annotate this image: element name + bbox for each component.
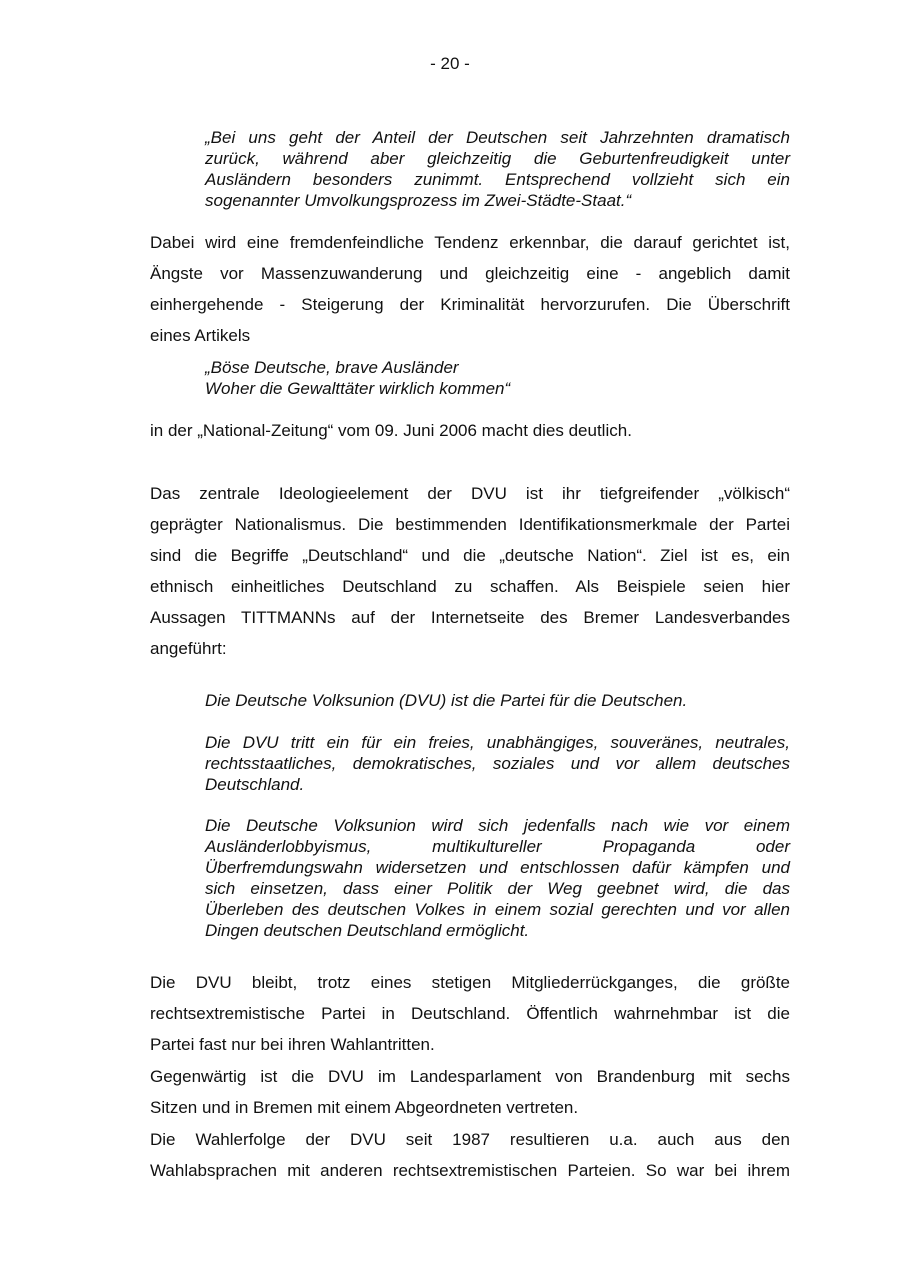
quote-line: zurück, während aber gleichzeitig die Geburtenfreudigkeit unter [205, 149, 790, 168]
text-line: Die DVU bleibt, trotz eines stetigen Mitgliederrückganges, die größte [150, 973, 790, 992]
block-quote-umvolkung [205, 127, 790, 211]
quote-line: „Bei uns geht der Anteil der Deutschen seit Jahrzehnten dramatisch [205, 128, 790, 147]
text-line: Sitzen und in Bremen mit einem Abgeordneten vertreten. [150, 1098, 579, 1117]
paragraph-wahlerfolge [150, 1124, 790, 1186]
text-line: ethnisch einheitliches Deutschland zu schaffen. Als Beispiele seien hier [150, 577, 790, 596]
text-line: rechtsextremistische Partei in Deutschland. Öffentlich wahrnehmbar ist die [150, 1004, 790, 1023]
quote-line: Ausländern besonders zunimmt. Entsprechend vollzieht sich ein [205, 170, 790, 189]
quote-line: sogenannter Umvolkungsprozess im Zwei-Städte-Staat.“ [205, 191, 632, 210]
text-line: angeführt: [150, 639, 227, 658]
text-line: Ängste vor Massenzuwanderung und gleichzeitig eine - angeblich damit [150, 264, 790, 283]
quote-line: Ausländerlobbyismus, multikultureller Propaganda oder [205, 837, 790, 856]
block-quote-volksunion-widersetzen [205, 815, 790, 941]
quote-line: Woher die Gewalttäter wirklich kommen“ [205, 379, 511, 398]
block-quote-dvu-tritt-ein [205, 732, 790, 795]
quote-line: Überleben des deutschen Volkes in einem sozial gerechten und vor allen [205, 900, 790, 919]
block-quote-headline [205, 357, 790, 399]
text-line: sind die Begriffe „Deutschland“ und die „deutsche Nation“. Ziel ist es, ein [150, 546, 790, 565]
text-line: einhergehende - Steigerung der Kriminalität hervorzurufen. Die Überschrift [150, 295, 790, 314]
quote-line: Deutschland. [205, 775, 305, 794]
text-line: Das zentrale Ideologieelement der DVU ist ihr tiefgreifender „völkisch“ [150, 484, 790, 503]
paragraph-mitgliederrueckgang [150, 967, 790, 1060]
paragraph-fremdenfeindliche-tendenz [150, 227, 790, 351]
quote-line: „Böse Deutsche, brave Ausländer [205, 358, 459, 377]
quote-line: Dingen deutschen Deutschland ermöglicht. [205, 921, 530, 940]
paragraph-ideologieelement [150, 478, 790, 664]
block-quote-partei-fuer-deutsche: Die Deutsche Volksunion (DVU) ist die Partei für die Deutschen. [205, 691, 688, 710]
text-line: Partei fast nur bei ihren Wahlantritten. [150, 1035, 435, 1054]
quote-line: sich einsetzen, dass einer Politik der Weg geebnet wird, die das [205, 879, 790, 898]
text-line: eines Artikels [150, 326, 251, 345]
quote-line: rechtsstaatliches, demokratisches, soziales und vor allem deutsches [205, 754, 790, 773]
quote-line: Überfremdungswahn widersetzen und entschlossen dafür kämpfen und [205, 858, 790, 877]
text-line: Wahlabsprachen mit anderen rechtsextremistischen Parteien. So war bei ihrem [150, 1161, 790, 1180]
text-line: Gegenwärtig ist die DVU im Landesparlament von Brandenburg mit sechs [150, 1067, 790, 1086]
quote-line: Die DVU tritt ein für ein freies, unabhängiges, souveränes, neutrales, [205, 733, 790, 752]
paragraph-landesparlament [150, 1061, 790, 1123]
text-line: geprägter Nationalismus. Die bestimmenden Identifikationsmerkmale der Partei [150, 515, 790, 534]
paragraph-national-zeitung: in der „National-Zeitung“ vom 09. Juni 2006 macht dies deutlich. [150, 421, 632, 440]
text-line: Dabei wird eine fremdenfeindliche Tendenz erkennbar, die darauf gerichtet ist, [150, 233, 790, 252]
quote-line: Die Deutsche Volksunion wird sich jedenfalls nach wie vor einem [205, 816, 790, 835]
text-line: Die Wahlerfolge der DVU seit 1987 resultieren u.a. auch aus den [150, 1130, 790, 1149]
page-number: - 20 - [430, 54, 470, 73]
text-line: Aussagen TITTMANNs auf der Internetseite des Bremer Landesverbandes [150, 608, 790, 627]
